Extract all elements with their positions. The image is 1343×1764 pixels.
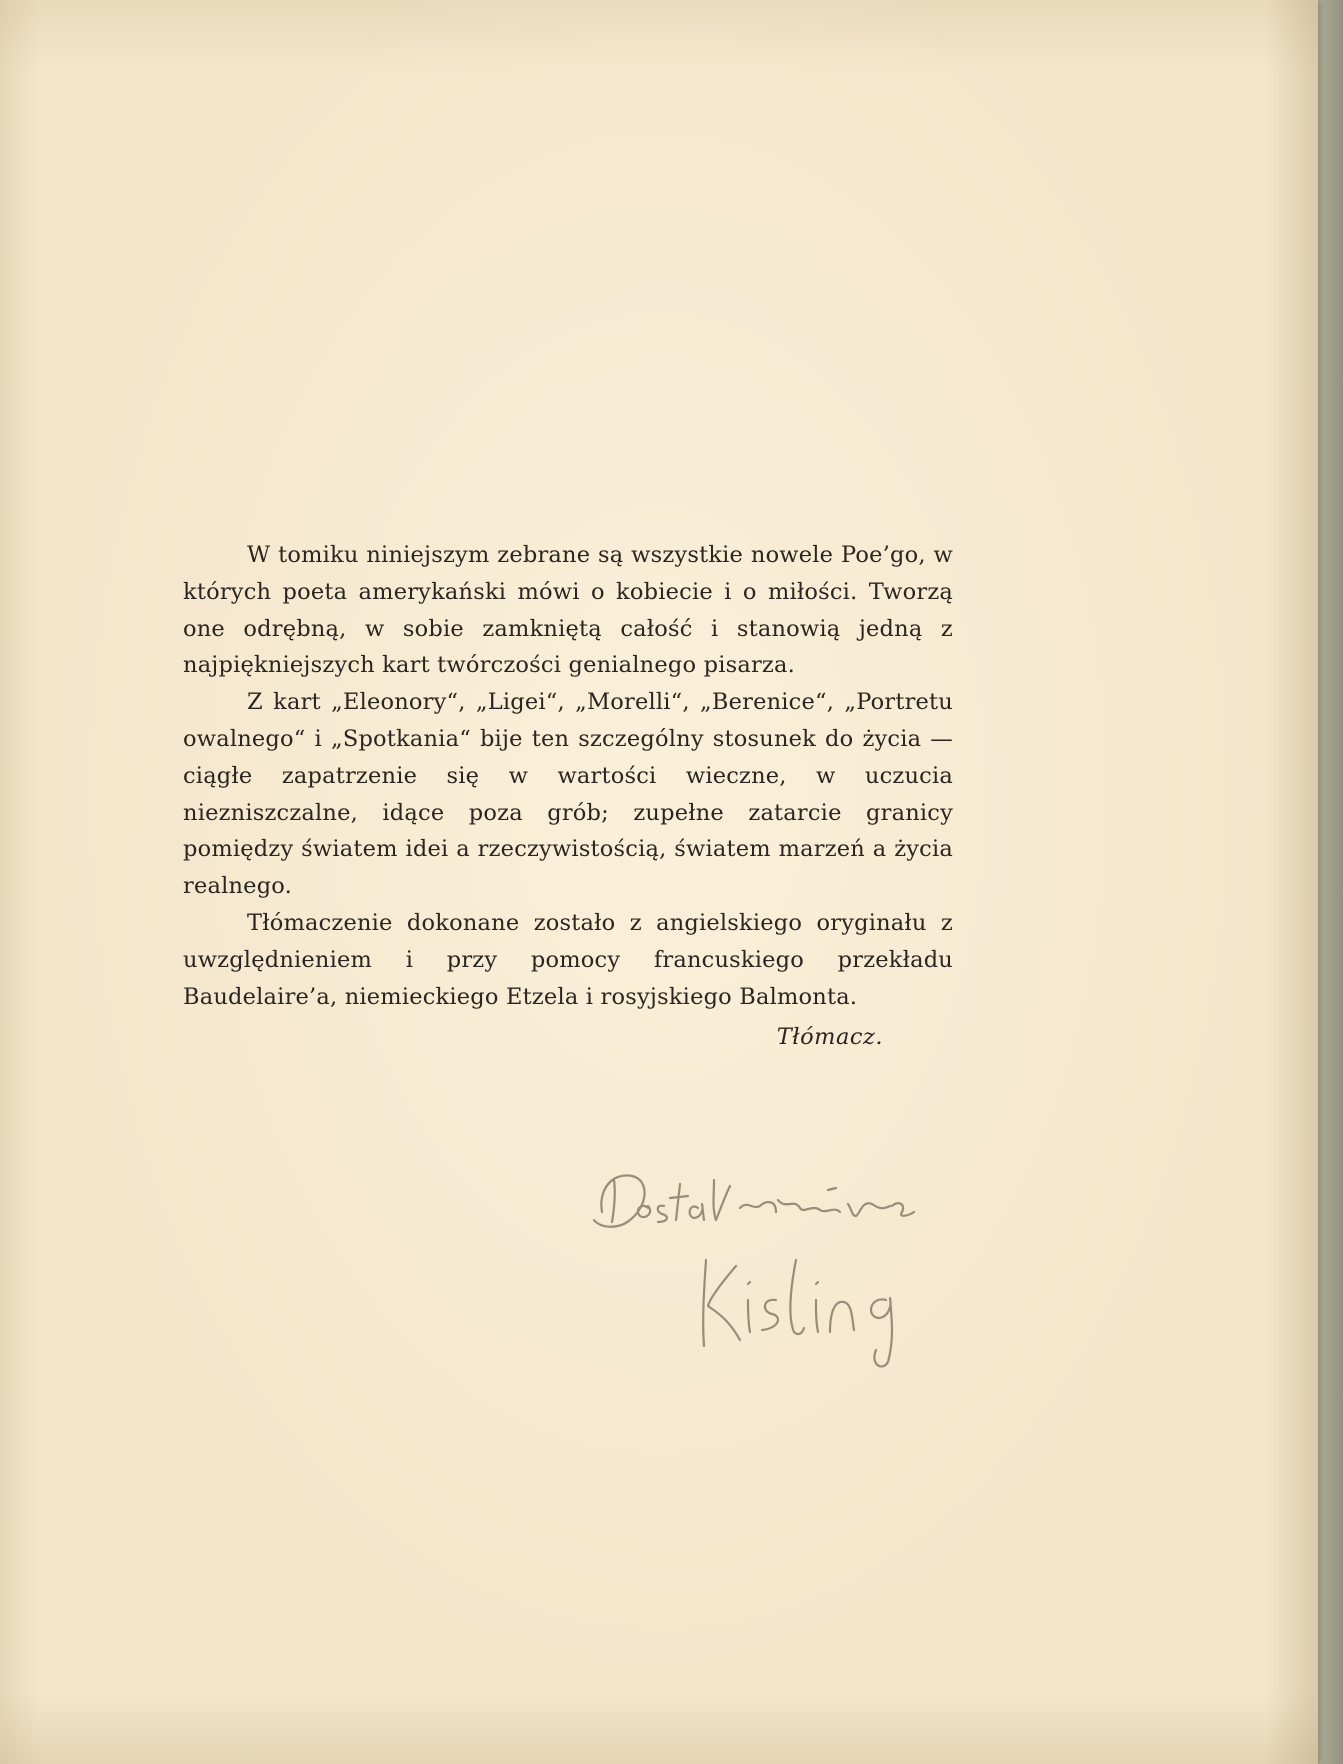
handwritten-pencil-note [590,1150,1060,1370]
preface-text [183,537,953,1056]
paragraph-1: W tomiku niniejszym zebrane są wszystkie nowele Poe’go, w których poeta amerykański mówi o kobiecie i o miłości. Tworzą one odrębną, w sobie zamkniętą całość i stanowią jedną z najpiękniejszych kart twórczości genialnego pisarza. [183,542,953,679]
paragraph-3: Tłómaczenie dokonane zostało z angielskiego oryginału z uwzględnieniem i przy pomocy francuskiego przekładu Baudelaire’a, niemieckiego Etzela i rosyjskiego Balmonta. [183,909,953,1010]
paragraph-2: Z kart „Eleonory“, „Ligei“, „Morelli“, „Berenice“, „Portretu owalnego“ i „Spotkania“ bije ten szczególny stosunek do życia — ciągłe zapatrzenie się w wartości wieczne, w uczucia niezniszczalne, idące poza grób; zupełne zatarcie granicy pomiędzy światem idei a rzeczywistością, światem marzeń a życia realnego. [183,689,953,900]
translator-signoff: Tłómacz. [776,1024,883,1051]
handwritten-signature [590,1150,1060,1370]
